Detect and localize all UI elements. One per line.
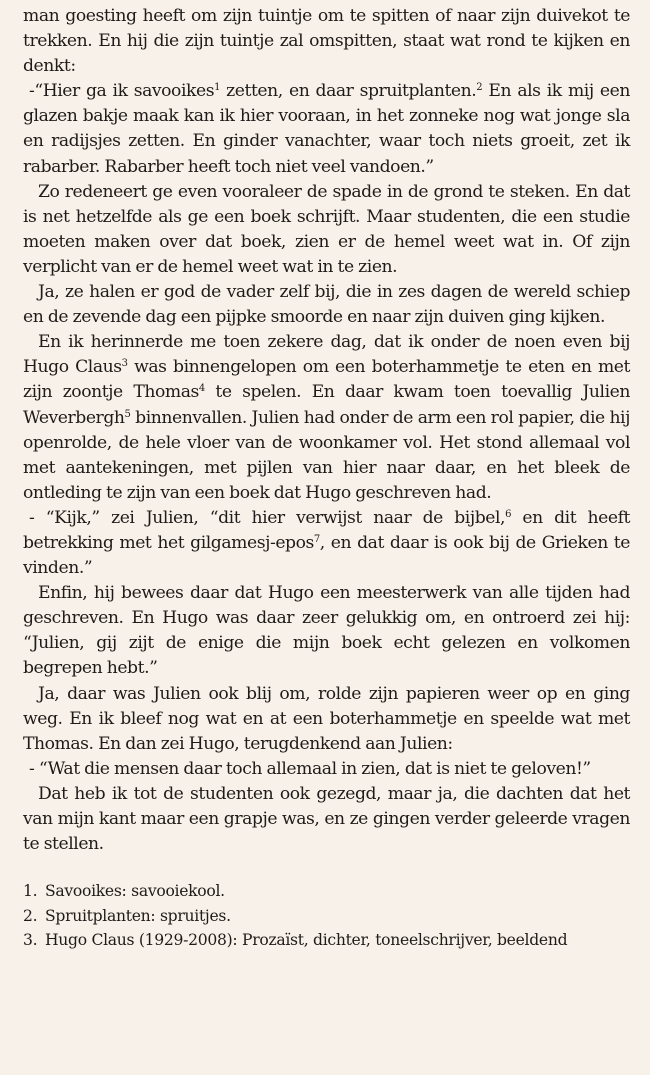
paragraph [23, 506, 630, 581]
text-run: Zo redeneert ge even vooraleer de spade in de grond te steken. En dat is net hetzelfde als ge een boek schrijft. Maar studenten, die een studie moeten maken over dat boek, zien er de hemel weet wat in. Of zijn verplicht van er de hemel weet wat in te zien. [23, 181, 630, 277]
text-run: te spelen. En daar kwam toen toevallig Julien Weverbergh [23, 382, 630, 428]
text-run: was binnengelopen om een boterhammetje te eten en met zijn zoontje Thomas [23, 357, 630, 403]
text-run: - “Wat die mensen daar toch allemaal in zien, dat is niet te geloven!” [29, 758, 591, 779]
footnote-ref: 6 [505, 508, 511, 520]
text-run: Enfin, hij bewees daar dat Hugo een meesterwerk van alle tijden had geschreven. En Hugo was daar zeer gelukkig om, en ontroerd zei hij: “Julien, gij zijt de enige die mijn boek echt gelezen en volkomen begrepen hebt.” [23, 583, 630, 679]
footnote-number: 2. [23, 906, 38, 925]
text-run: En als ik mij een glazen bakje maak kan ik hier vooraan, in het zonneke nog wat jonge sla en radijsjes zetten. En ginder vanachter, waar toch niets groeit, zet ik rabarber. Rabarber heeft toch niet veel vandoen.” [23, 81, 630, 177]
footnote-ref: 4 [198, 383, 205, 395]
footnote-ref: 5 [124, 408, 131, 420]
footnote-ref: 1 [214, 82, 220, 94]
text-run: en dit heeft betrekking met het gilgamesj-epos [23, 507, 630, 553]
text-run: , en dat daar is ook bij de Grieken te vinden.” [23, 532, 630, 579]
text-run: - “Kijk,” zei Julien, “dit hier verwijst naar de bijbel, [29, 507, 506, 528]
footnote [23, 879, 630, 904]
footnote [23, 904, 630, 929]
text-run: binnenvallen. Julien had onder de arm een rol papier, die hij openrolde, de hele vloer van de woonkamer vol. Het stond allemaal vol met aantekeningen, met pijlen van hier naar daar, en het bleek de ontleding te zijn van een boek dat Hugo geschreven had. [23, 407, 630, 503]
paragraph [23, 757, 630, 782]
text-run: Dat heb ik tot de studenten ook gezegd, maar ja, die dachten dat het van mijn kant maar een grapje was, en ze gingen verder geleerde vragen te stellen. [23, 783, 630, 855]
footnote [23, 928, 630, 953]
paragraph [23, 782, 630, 857]
footnote-number: 3. [23, 931, 38, 950]
text-run: man goesting heeft om zijn tuintje om te spitten of naar zijn duivekot te trekken. En hij die zijn tuintje zal omspitten, staat wat rond te kijken en denkt: [23, 6, 630, 77]
text-run: En ik herinnerde me toen zekere dag, dat ik onder de noen even bij Hugo Claus [23, 332, 630, 378]
footnote-number: 1. [23, 882, 38, 901]
footnote-ref: 3 [121, 358, 128, 370]
paragraph [23, 682, 630, 757]
footnote-text: Savooikes: savooiekool. [45, 882, 225, 901]
book-page [23, 4, 630, 953]
paragraph [23, 4, 630, 79]
text-run: Ja, daar was Julien ook blij om, rolde zijn papieren weer op en ging weg. En ik bleef nog wat en at een boterhammetje en speelde wat met Thomas. En dan zei Hugo, terugdenkend aan Julien: [23, 683, 630, 754]
paragraph [23, 581, 630, 681]
text-run: zetten, en daar spruitplanten. [219, 81, 477, 102]
footnote-ref: 7 [313, 533, 320, 545]
body-text [23, 4, 630, 857]
text-run: Ja, ze halen er god de vader zelf bij, die in zes dagen de wereld schiep en de zevende dag een pijpke smoorde en naar zijn duiven ging kijken. [23, 282, 630, 328]
paragraph [23, 330, 630, 506]
footnotes [23, 879, 630, 953]
paragraph [23, 79, 630, 179]
footnote-ref: 2 [476, 82, 483, 94]
footnote-text: Spruitplanten: spruitjes. [45, 906, 231, 925]
footnote-text: Hugo Claus (1929-2008): Prozaïst, dichter, toneelschrijver, beeldend [45, 931, 568, 950]
text-run: -“Hier ga ik savooikes [29, 81, 215, 102]
paragraph [23, 180, 630, 280]
paragraph [23, 280, 630, 330]
